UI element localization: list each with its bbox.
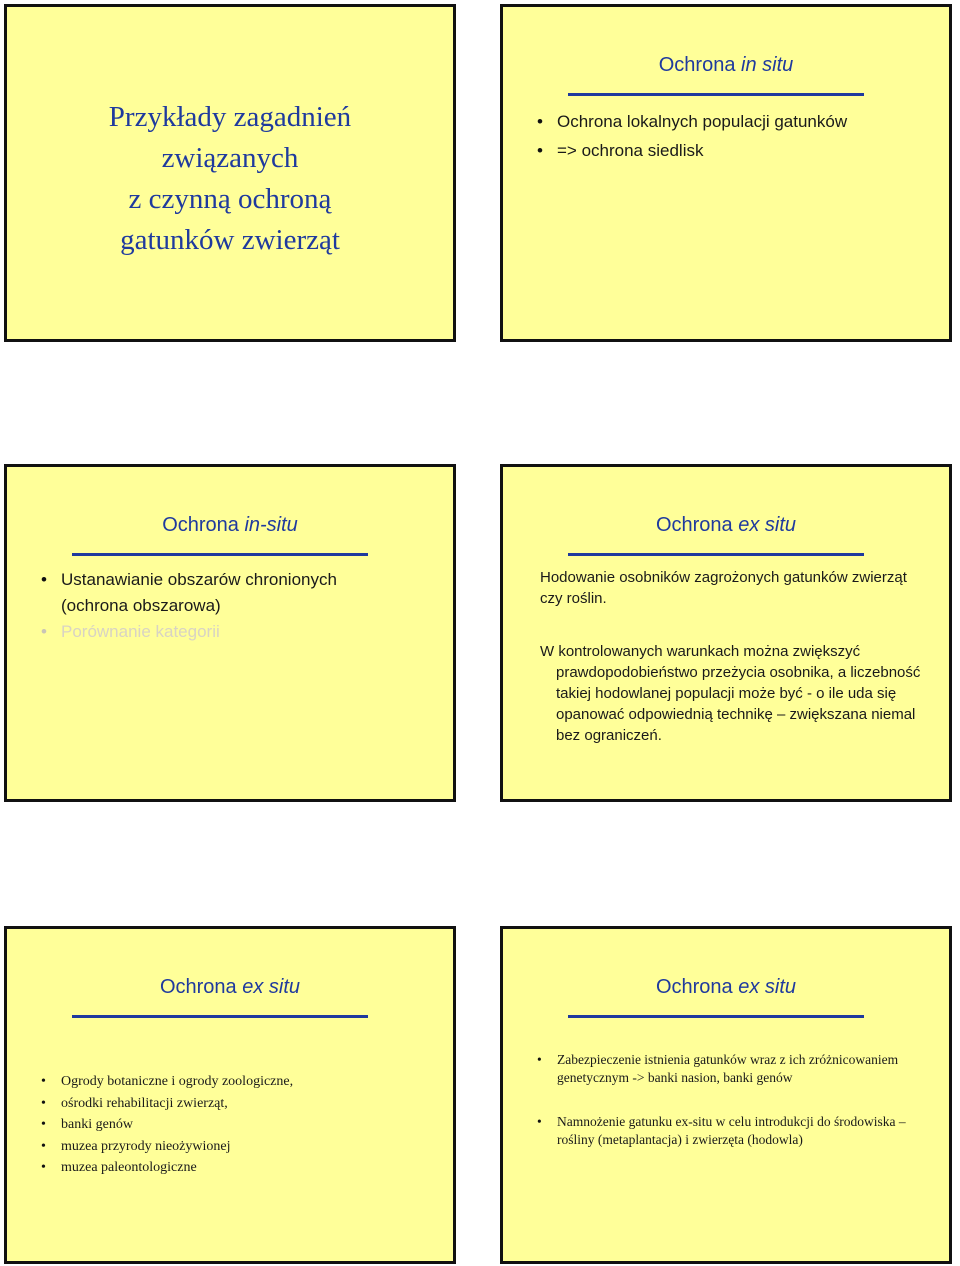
- slide-3-title: [7, 512, 453, 538]
- slide-2: [500, 4, 952, 342]
- title-underline: [568, 1015, 864, 1018]
- bullet-item: • ośrodki rehabilitacji zwierząt,: [41, 1093, 293, 1115]
- bullet-item: • Zabezpieczenie istnienia gatunków wraz z ich zróżnicowaniem genetycznym -> banki nasion, banki genów: [537, 1051, 935, 1087]
- bullet-item: • muzea paleontologiczne: [41, 1157, 293, 1179]
- title-text: Ochrona: [655, 976, 739, 998]
- bullet-item: • Ogrody botaniczne i ogrody zoologiczne,: [41, 1071, 293, 1093]
- slide-1-title: [7, 97, 453, 261]
- slide-2-title: [503, 52, 949, 78]
- slide-5-bullets: [41, 1071, 293, 1179]
- slide-4-title: [503, 512, 949, 538]
- title-italic: ex situ: [738, 514, 797, 536]
- title-text: Ochrona: [162, 514, 245, 536]
- title-underline: [72, 553, 368, 556]
- paragraph: W kontrolowanych warunkach można zwiększyć prawdopodobieństwo przeżycia osobnika, a liczebność takiej hodowlanej populacji może być - o ile uda się opanować odpowiednią technikę – zwiększana niemal bez ograniczeń.: [540, 643, 921, 744]
- slide-3: [4, 464, 456, 802]
- title-line: gatunków zwierząt: [120, 224, 340, 256]
- title-italic: in-situ: [244, 514, 298, 536]
- slide-6-bullets: [537, 1051, 935, 1175]
- title-italic: ex situ: [242, 976, 301, 998]
- bullet-item: • muzea przyrody nieożywionej: [41, 1136, 293, 1158]
- slide-4: [500, 464, 952, 802]
- title-text: Ochrona: [655, 514, 739, 536]
- title-line: z czynną ochroną: [128, 183, 332, 215]
- slide-6-title: [503, 974, 949, 1000]
- title-italic: in situ: [741, 54, 794, 76]
- slide-5-title: [7, 974, 453, 1000]
- title-italic: ex situ: [738, 976, 797, 998]
- title-underline: [568, 553, 864, 556]
- bullet-item: • Ustanawianie obszarów chronionych (ochrona obszarowa): [41, 567, 361, 619]
- slide-6: [500, 926, 952, 1264]
- slide-2-bullets: [537, 107, 847, 165]
- bullet-item: • Namnożenie gatunku ex-situ w celu introdukcji do środowiska – rośliny (metaplantacja) i zwierzęta (hodowla): [537, 1113, 935, 1149]
- title-line: związanych: [161, 142, 299, 174]
- bullet-item: • banki genów: [41, 1114, 293, 1136]
- slide-3-bullets: [41, 567, 361, 645]
- bullet-item: • Ochrona lokalnych populacji gatunków: [537, 107, 847, 136]
- slide-5: [4, 926, 456, 1264]
- paragraph: Hodowanie osobników zagrożonych gatunków zwierząt czy roślin.: [540, 569, 907, 607]
- title-underline: [568, 93, 864, 96]
- bullet-item: • => ochrona siedlisk: [537, 136, 847, 165]
- bullet-link-porownanie[interactable]: • Porównanie kategorii: [41, 619, 361, 645]
- slide-1: [4, 4, 456, 342]
- title-text: Ochrona: [159, 976, 243, 998]
- title-underline: [72, 1015, 368, 1018]
- title-line: Przykłady zagadnień: [108, 101, 352, 133]
- title-text: Ochrona: [658, 54, 741, 76]
